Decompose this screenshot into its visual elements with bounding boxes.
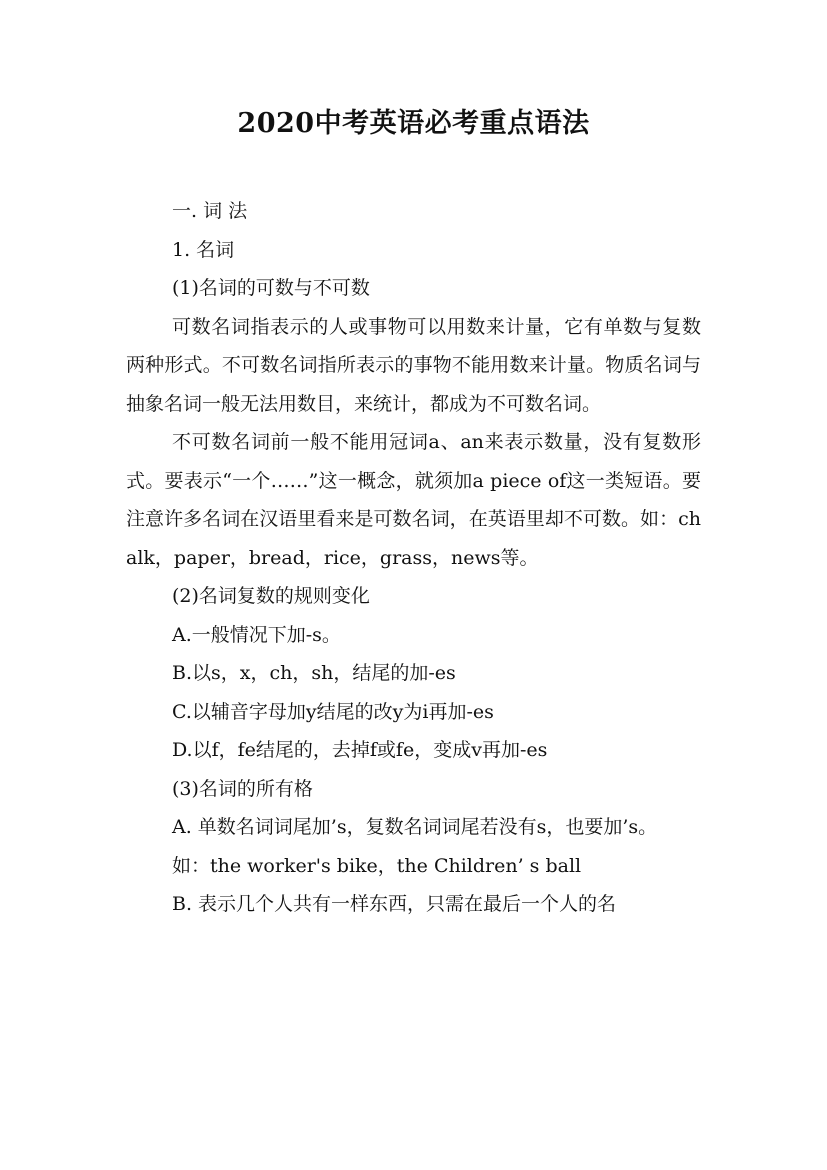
subsection-heading: (2)名词复数的规则变化 [172,585,370,607]
list-item: B. 表示几个人共有一样东西，只需在最后一个人的名 [172,893,617,915]
body-paragraph: 不可数名词前一般不能用冠词a、an来表示数量，没有复数形式。要表示“一个……”这一概念，就须加a piece of这一类短语。要注意许多名词在汉语里看来是可数名词，在英语里却不可数。如：chalk，paper，bread，rice，grass，news等。 [126,431,701,569]
subsection-heading: 1. 名词 [172,238,235,261]
document-title: 2020中考英语必考重点语法 [237,108,590,139]
list-item: B.以s，x，ch，sh，结尾的加-es [172,662,456,684]
list-item: A.一般情况下加-s。 [172,623,341,646]
document-body [126,192,701,924]
list-item: A. 单数名词词尾加’s，复数名词词尾若没有s，也要加’s。 [172,816,658,838]
subsection-heading: (1)名词的可数与不可数 [172,277,370,299]
section-heading: 一. 词 法 [172,200,248,222]
list-item: D.以f，fe结尾的，去掉f或fe，变成v再加-es [172,739,548,761]
example-line: 如：the worker's bike，the Children’ s ball [172,854,582,877]
body-paragraph: 可数名词指表示的人或事物可以用数来计量，它有单数与复数两种形式。不可数名词指所表示的事物不能用数来计量。物质名词与抽象名词一般无法用数目，来统计，都成为不可数名词。 [126,315,701,415]
list-item: C.以辅音字母加y结尾的改y为i再加-es [172,700,494,723]
subsection-heading: (3)名词的所有格 [172,777,313,800]
